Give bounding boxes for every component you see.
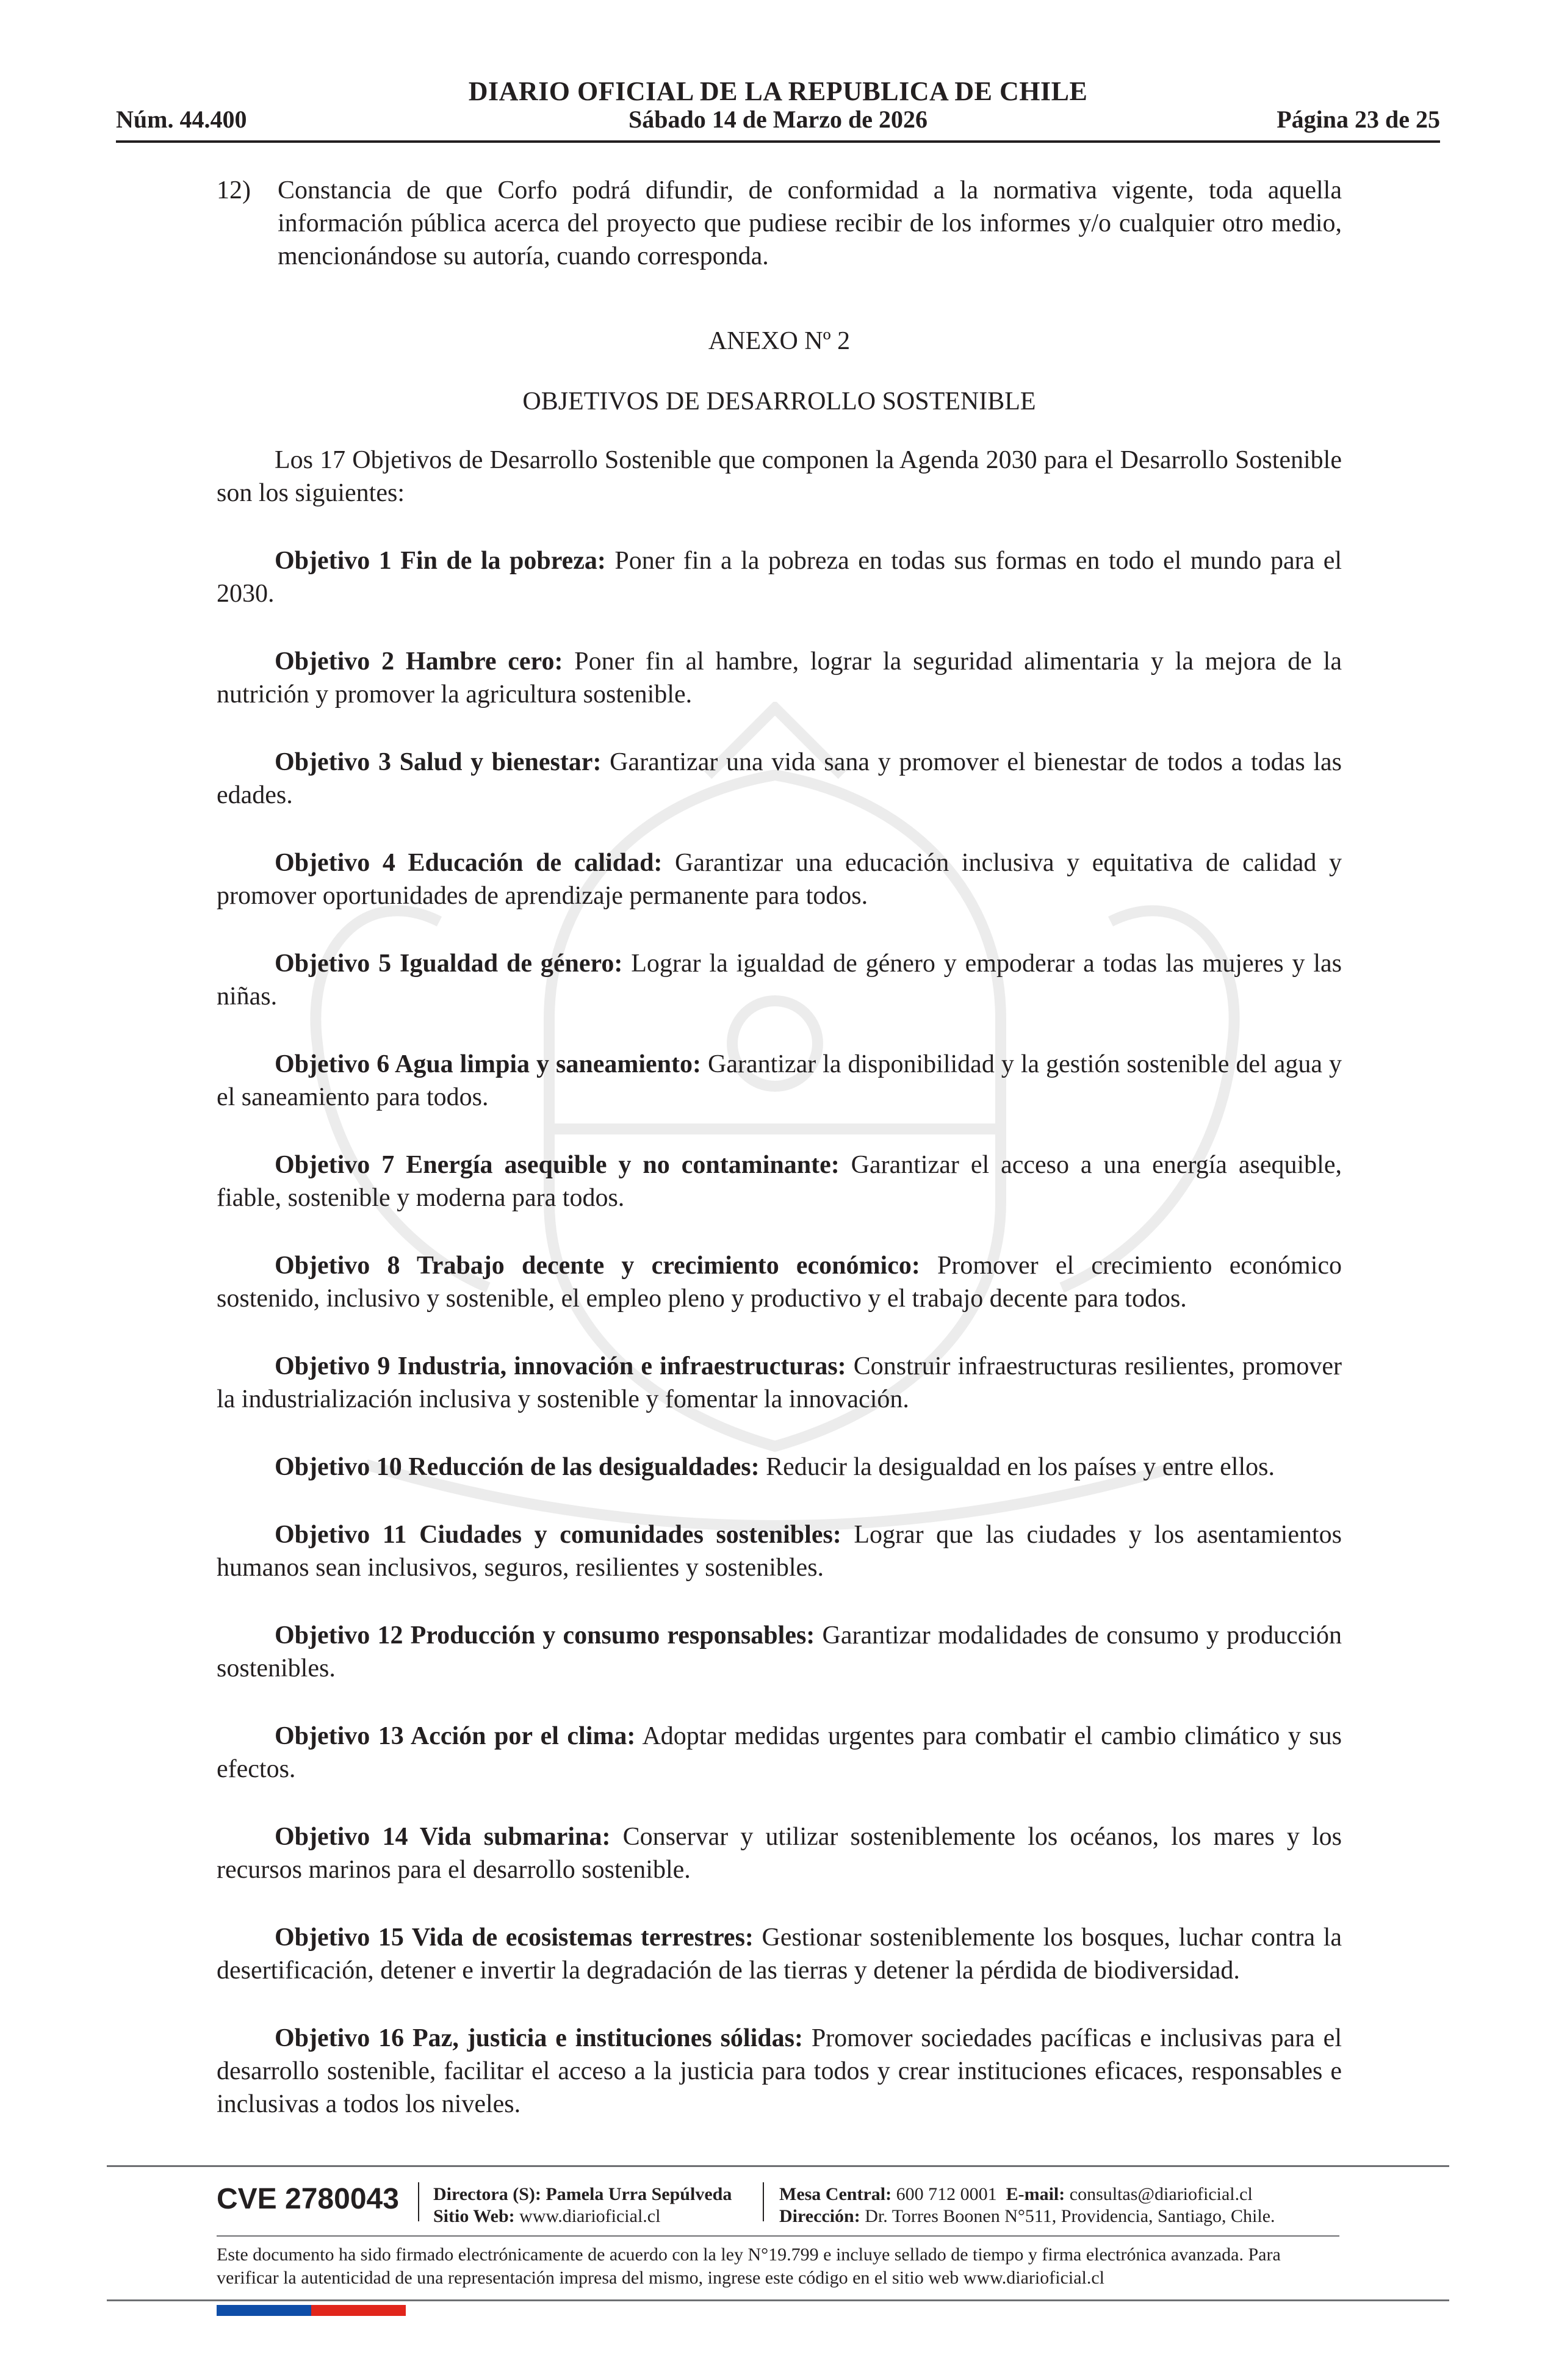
annex-intro: Los 17 Objetivos de Desarrollo Sostenible que componen la Agenda 2030 para el Desarrollo Sostenible son los siguientes: bbox=[217, 446, 1342, 507]
flag-stripe bbox=[217, 2305, 406, 2316]
objective-text: Lograr la igualdad de género y empoderar a todas las mujeres y las niñas. bbox=[217, 950, 1342, 1011]
objective-text: Garantizar el acceso a una energía asequible, fiable, sostenible y moderna para todos. bbox=[217, 1151, 1342, 1212]
objective-text: Adoptar medidas urgentes para combatir el cambio climático y sus efectos. bbox=[217, 1722, 1342, 1783]
website-link[interactable]: www.diarioficial.cl bbox=[519, 2206, 661, 2226]
director-label: Directora (S): Pamela Urra Sepúlveda bbox=[433, 2184, 732, 2204]
item-text: Constancia de que Corfo podrá difundir, de conformidad a la normativa vigente, toda aquella información pública acerca del proyecto que pudiese recibir de los informes y/o cualquier otro medio, mencionándose su autoría, cuando corresponda. bbox=[278, 176, 1342, 270]
objective-title: Objetivo 13 Acción por el clima: bbox=[275, 1722, 636, 1750]
objective-text: Conservar y utilizar sosteniblemente los océanos, los mares y los recursos marinos para el desarrollo sostenible. bbox=[217, 1823, 1342, 1884]
objective-paragraph bbox=[217, 544, 1342, 610]
annex-title: ANEXO Nº 2 bbox=[708, 327, 851, 355]
header-divider bbox=[116, 140, 1440, 143]
phone-label: Mesa Central: bbox=[779, 2184, 892, 2204]
page-footer bbox=[107, 2165, 1449, 2319]
objective-text: Poner fin al hambre, lograr la seguridad alimentaria y la mejora de la nutrición y promover la agricultura sostenible. bbox=[217, 647, 1342, 709]
objective-title: Objetivo 11 Ciudades y comunidades sostenibles: bbox=[275, 1521, 841, 1549]
objective-title: Objetivo 6 Agua limpia y saneamiento: bbox=[275, 1050, 701, 1078]
footer-separator bbox=[763, 2182, 764, 2221]
footer-separator bbox=[418, 2182, 419, 2221]
objective-paragraph bbox=[217, 1350, 1342, 1416]
objective-paragraph bbox=[217, 846, 1342, 912]
website-label: Sitio Web: bbox=[433, 2206, 515, 2226]
page-header bbox=[116, 72, 1440, 146]
objective-text: Promover el crecimiento económico sostenido, inclusivo y sostenible, el empleo pleno y productivo y el trabajo decente para todos. bbox=[217, 1252, 1342, 1313]
objective-paragraph bbox=[217, 645, 1342, 711]
objective-title: Objetivo 9 Industria, innovación e infraestructuras: bbox=[275, 1352, 846, 1380]
objective-text: Reducir la desigualdad en los países y entre ellos. bbox=[766, 1453, 1275, 1481]
objective-paragraph bbox=[217, 1720, 1342, 1786]
annex-subtitle: OBJETIVOS DE DESARROLLO SOSTENIBLE bbox=[522, 388, 1036, 416]
issue-date: Sábado 14 de Marzo de 2026 bbox=[629, 106, 927, 133]
objective-title: Objetivo 15 Vida de ecosistemas terrestres: bbox=[275, 1924, 754, 1952]
objective-paragraph bbox=[217, 2022, 1342, 2121]
footer-divider bbox=[107, 2165, 1449, 2167]
objective-paragraph bbox=[217, 1518, 1342, 1584]
objective-title: Objetivo 14 Vida submarina: bbox=[275, 1823, 611, 1851]
flag-red-band bbox=[311, 2305, 406, 2316]
email-link[interactable]: consultas@diarioficial.cl bbox=[1069, 2184, 1253, 2204]
footer-contact-block bbox=[779, 2183, 1275, 2227]
objective-text: Garantizar una educación inclusiva y equitativa de calidad y promover oportunidades de aprendizaje permanente para todos. bbox=[217, 849, 1342, 910]
footer-director-block bbox=[433, 2183, 732, 2227]
objective-title: Objetivo 7 Energía asequible y no contaminante: bbox=[275, 1151, 840, 1179]
objective-paragraph bbox=[217, 1619, 1342, 1685]
item-12 bbox=[217, 174, 1342, 273]
objective-title: Objetivo 12 Producción y consumo responsables: bbox=[275, 1621, 815, 1650]
objective-text: Garantizar modalidades de consumo y producción sostenibles. bbox=[217, 1621, 1342, 1682]
objective-paragraph bbox=[217, 1149, 1342, 1214]
objective-title: Objetivo 4 Educación de calidad: bbox=[275, 849, 663, 877]
objective-title: Objetivo 10 Reducción de las desigualdades: bbox=[275, 1453, 760, 1481]
signature-notice: Este documento ha sido firmado electrónicamente de acuerdo con la ley N°19.799 e incluye sellado de tiempo y firma electrónica avanzada. Para verificar la autenticidad de una representación impresa del mismo, ingrese este código en el sitio web www.diarioficial.cl bbox=[217, 2245, 1281, 2288]
cve-code: CVE 2780043 bbox=[217, 2183, 399, 2215]
page-number: Página 23 de 25 bbox=[1277, 106, 1440, 133]
objective-paragraph bbox=[217, 1921, 1342, 1987]
objective-title: Objetivo 1 Fin de la pobreza: bbox=[275, 547, 606, 575]
flag-blue-band bbox=[217, 2305, 311, 2316]
document-body bbox=[217, 174, 1342, 2155]
phone-number: 600 712 0001 bbox=[896, 2184, 997, 2204]
objective-paragraph bbox=[217, 1820, 1342, 1886]
objective-text: Construir infraestructuras resilientes, promover la industrialización inclusiva y sostenible y fomentar la innovación. bbox=[217, 1352, 1342, 1413]
issue-number: Núm. 44.400 bbox=[116, 106, 247, 133]
objective-text: Gestionar sosteniblemente los bosques, luchar contra la desertificación, detener e invertir la degradación de las tierras y detener la pérdida de biodiversidad. bbox=[217, 1924, 1342, 1985]
objective-text: Lograr que las ciudades y los asentamientos humanos sean inclusivos, seguros, resilientes y sostenibles. bbox=[217, 1521, 1342, 1582]
objective-text: Garantizar una vida sana y promover el bienestar de todos a todas las edades. bbox=[217, 748, 1342, 809]
objective-title: Objetivo 16 Paz, justicia e instituciones sólidas: bbox=[275, 2024, 803, 2052]
objective-title: Objetivo 5 Igualdad de género: bbox=[275, 950, 623, 978]
objective-title: Objetivo 8 Trabajo decente y crecimiento económico: bbox=[275, 1252, 920, 1280]
objective-title: Objetivo 3 Salud y bienestar: bbox=[275, 748, 602, 776]
address-label: Dirección: bbox=[779, 2206, 860, 2226]
objective-text: Promover sociedades pacíficas e inclusivas para el desarrollo sostenible, facilitar el acceso a la justicia para todos y crear instituciones eficaces, responsables e inclusivas a todos los niveles. bbox=[217, 2024, 1342, 2118]
objective-paragraph bbox=[217, 1048, 1342, 1114]
objective-paragraph bbox=[217, 1451, 1342, 1484]
item-number: 12) bbox=[217, 176, 251, 204]
objective-text: Garantizar la disponibilidad y la gestión sostenible del agua y el saneamiento para todos. bbox=[217, 1050, 1342, 1111]
objective-paragraph bbox=[217, 1249, 1342, 1315]
footer-inner-divider bbox=[217, 2235, 1339, 2237]
email-label: E-mail: bbox=[1006, 2184, 1065, 2204]
address-text: Dr. Torres Boonen N°511, Providencia, Santiago, Chile. bbox=[865, 2206, 1275, 2226]
objective-paragraph bbox=[217, 746, 1342, 812]
newspaper-title: DIARIO OFICIAL DE LA REPUBLICA DE CHILE bbox=[468, 76, 1088, 106]
footer-bottom-divider bbox=[107, 2299, 1449, 2301]
objective-title: Objetivo 2 Hambre cero: bbox=[275, 647, 563, 676]
objective-text: Poner fin a la pobreza en todas sus formas en todo el mundo para el 2030. bbox=[217, 547, 1342, 608]
objective-paragraph bbox=[217, 947, 1342, 1013]
